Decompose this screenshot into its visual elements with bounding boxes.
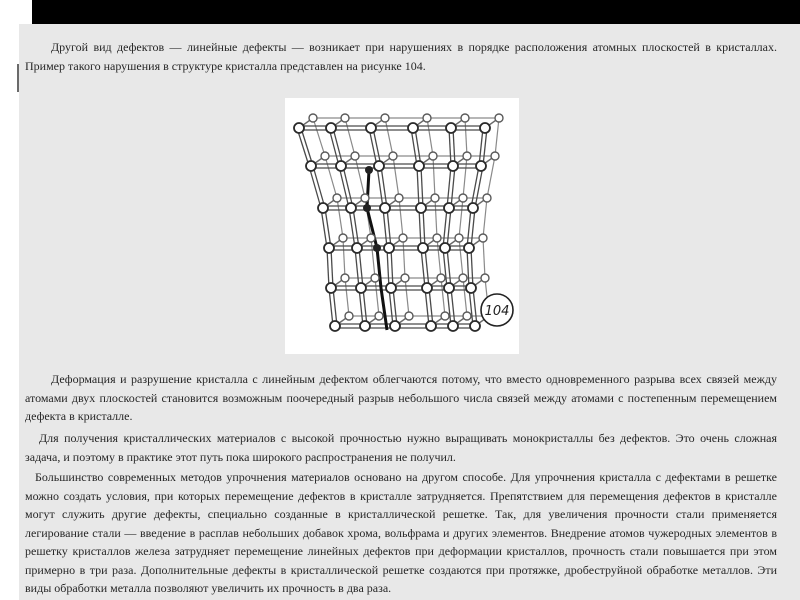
- lattice-bond: [399, 198, 403, 238]
- lattice-bond: [463, 156, 467, 198]
- lattice-bond: [459, 198, 463, 238]
- lattice-atom: [381, 114, 389, 122]
- lattice-bond: [371, 238, 375, 278]
- lattice-atom: [399, 234, 407, 242]
- lattice-atom: [470, 321, 480, 331]
- defect-atom: [373, 244, 381, 252]
- lattice-bond: [387, 248, 389, 288]
- lattice-atom: [433, 234, 441, 242]
- paragraph-strengthening: Большинство современных методов упрочнения материалов основано на другом способе. Для упрочнения кристалла с дефектами в решетке можно создать условия, при которых перемещение дефектов в кристалле затрудняется. Препятствием для перемещения дефектов в кристалле могут служить другие дефекты, специально созданные в кристаллической решетке. Так, для увеличения прочности стали применяется легирование стали — введение в расплав небольших добавок хрома, вольфрама и других элементов. Внедрение атомов чужеродных элементов в решетку кристаллов железа затрудняет перемещение линейных дефектов при деформации кристаллов, прочность стали повышается при этом примерно в три раза. Дополнительные дефекты в кристаллической решетке создаются при протяжке, дробеструйной обработке металлов. Эти виды обработки металла позволяют увеличить их прочность в два раза.: [25, 470, 777, 595]
- lattice-bond: [487, 156, 495, 198]
- figure-label: 104: [484, 304, 510, 319]
- lattice-atom: [481, 274, 489, 282]
- lattice-atom: [401, 274, 409, 282]
- lattice-bond: [403, 238, 405, 278]
- lattice-bond: [327, 248, 329, 288]
- lattice-bond: [345, 278, 349, 316]
- left-margin: [0, 0, 18, 600]
- lattice-bond: [471, 248, 473, 288]
- lattice-atom: [306, 161, 316, 171]
- lattice-atom: [440, 243, 450, 253]
- lattice-bond: [447, 208, 451, 248]
- top-black-bar: [32, 0, 800, 24]
- lattice-atom: [422, 283, 432, 293]
- lattice-atom: [461, 114, 469, 122]
- lattice-bond: [417, 166, 419, 208]
- document-page: [19, 24, 800, 600]
- lattice-atom: [321, 152, 329, 160]
- figure-104: [285, 98, 519, 354]
- lattice-bond: [427, 118, 433, 156]
- lattice-bond: [443, 248, 447, 288]
- lattice-atom: [459, 274, 467, 282]
- lattice-atom: [339, 234, 347, 242]
- lattice-bond: [355, 156, 365, 198]
- lattice-bond: [467, 248, 469, 288]
- lattice-bond: [423, 208, 425, 248]
- lattice-atom: [345, 312, 353, 320]
- lattice-bond: [465, 118, 467, 156]
- lattice-atom: [444, 283, 454, 293]
- lattice-atom: [423, 114, 431, 122]
- lattice-atom: [324, 243, 334, 253]
- lattice-atom: [463, 312, 471, 320]
- lattice-atom: [333, 194, 341, 202]
- lattice-bond: [359, 248, 363, 288]
- lattice-bond: [441, 278, 445, 316]
- lattice-atom: [330, 321, 340, 331]
- lattice-atom: [346, 203, 356, 213]
- lattice-bond: [437, 238, 441, 278]
- lattice-atom: [468, 203, 478, 213]
- lattice-atom: [476, 161, 486, 171]
- lattice-atom: [318, 203, 328, 213]
- crystal-lattice-illustration: [285, 98, 519, 354]
- lattice-bond: [419, 208, 421, 248]
- lattice-bond: [355, 248, 359, 288]
- lattice-atom: [386, 283, 396, 293]
- lattice-atom: [444, 203, 454, 213]
- lattice-bond: [393, 156, 399, 198]
- lattice-bond: [343, 238, 345, 278]
- lattice-atom: [384, 243, 394, 253]
- lattice-atom: [466, 283, 476, 293]
- lattice-atom: [395, 194, 403, 202]
- lattice-atom: [495, 114, 503, 122]
- lattice-bond: [447, 166, 451, 208]
- lattice-bond: [459, 238, 463, 278]
- lattice-bond: [451, 166, 455, 208]
- lattice-atom: [336, 161, 346, 171]
- lattice-bond: [391, 248, 393, 288]
- lattice-bond: [325, 156, 337, 198]
- lattice-atom: [483, 194, 491, 202]
- lattice-atom: [341, 114, 349, 122]
- lattice-atom: [375, 312, 383, 320]
- lattice-atom: [366, 123, 376, 133]
- lattice-atom: [367, 234, 375, 242]
- lattice-atom: [446, 123, 456, 133]
- lattice-bond: [345, 118, 355, 156]
- lattice-bond: [471, 166, 479, 208]
- lattice-bond: [483, 198, 487, 238]
- lattice-atom: [448, 161, 458, 171]
- lattice-atom: [431, 194, 439, 202]
- lattice-atom: [408, 123, 418, 133]
- lattice-bond: [435, 198, 437, 238]
- lattice-atom: [479, 234, 487, 242]
- lattice-atom: [455, 234, 463, 242]
- lattice-atom: [441, 312, 449, 320]
- lattice-atom: [294, 123, 304, 133]
- top-band: [0, 0, 800, 24]
- lattice-bond: [421, 166, 423, 208]
- lattice-atom: [352, 243, 362, 253]
- lattice-atom: [437, 274, 445, 282]
- paragraph-monocrystals: Для получения кристаллических материалов с высокой прочностью нужно выращивать монокристаллы без дефектов. Это очень сложная задача, и поэтому в практике этот путь пока широкого распространения не получил.: [25, 431, 777, 464]
- lattice-atom: [414, 161, 424, 171]
- lattice-atom: [390, 321, 400, 331]
- lattice-bond: [313, 118, 325, 156]
- lattice-atom: [360, 321, 370, 331]
- lattice-bond: [385, 118, 393, 156]
- lattice-bond: [425, 248, 429, 288]
- lattice-bond: [337, 198, 343, 238]
- lattice-bond: [433, 156, 435, 198]
- lattice-atom: [429, 152, 437, 160]
- lattice-atom: [405, 312, 413, 320]
- lattice-bond: [495, 118, 499, 156]
- lattice-bond: [447, 248, 451, 288]
- lattice-atom: [341, 274, 349, 282]
- lattice-bond: [443, 208, 447, 248]
- lattice-atom: [464, 243, 474, 253]
- paragraph-deformation: Деформация и разрушение кристалла с линейным дефектом облегчаются потому, что вместо одновременного разрыва всех связей между атомами двух плоскостей становится возможным поочередный разрыв небольшого числа связей между атомами с постепенным перемещением дефекта в кристалле.: [25, 372, 777, 423]
- defect-atom: [365, 166, 373, 174]
- lattice-atom: [491, 152, 499, 160]
- lattice-bond: [467, 208, 471, 248]
- defect-atom: [363, 204, 371, 212]
- lattice-bond: [383, 208, 387, 248]
- lattice-atom: [380, 203, 390, 213]
- lattice-atom: [426, 321, 436, 331]
- lattice-atom: [356, 283, 366, 293]
- lattice-atom: [326, 123, 336, 133]
- lattice-atom: [480, 123, 490, 133]
- lattice-atom: [389, 152, 397, 160]
- lattice-bond: [405, 278, 409, 316]
- paragraph-intro: Другой вид дефектов — линейные дефекты — возникает при нарушениях в порядке расположения атомных плоскостей в кристаллах. Пример такого нарушения в структуре кристалла представлен на рисунке 104.: [25, 40, 777, 73]
- lattice-atom: [309, 114, 317, 122]
- lattice-atom: [374, 161, 384, 171]
- lattice-bond: [463, 278, 467, 316]
- lattice-bond: [471, 208, 475, 248]
- lattice-atom: [351, 152, 359, 160]
- lattice-atom: [416, 203, 426, 213]
- lattice-atom: [371, 274, 379, 282]
- lattice-atom: [361, 194, 369, 202]
- lattice-atom: [448, 321, 458, 331]
- lattice-bond: [387, 208, 391, 248]
- lattice-atom: [418, 243, 428, 253]
- lattice-atom: [463, 152, 471, 160]
- lattice-bond: [483, 238, 485, 278]
- lattice-atom: [326, 283, 336, 293]
- lattice-atom: [459, 194, 467, 202]
- lattice-bond: [421, 248, 425, 288]
- lattice-bond: [375, 278, 379, 316]
- lattice-bond: [331, 248, 333, 288]
